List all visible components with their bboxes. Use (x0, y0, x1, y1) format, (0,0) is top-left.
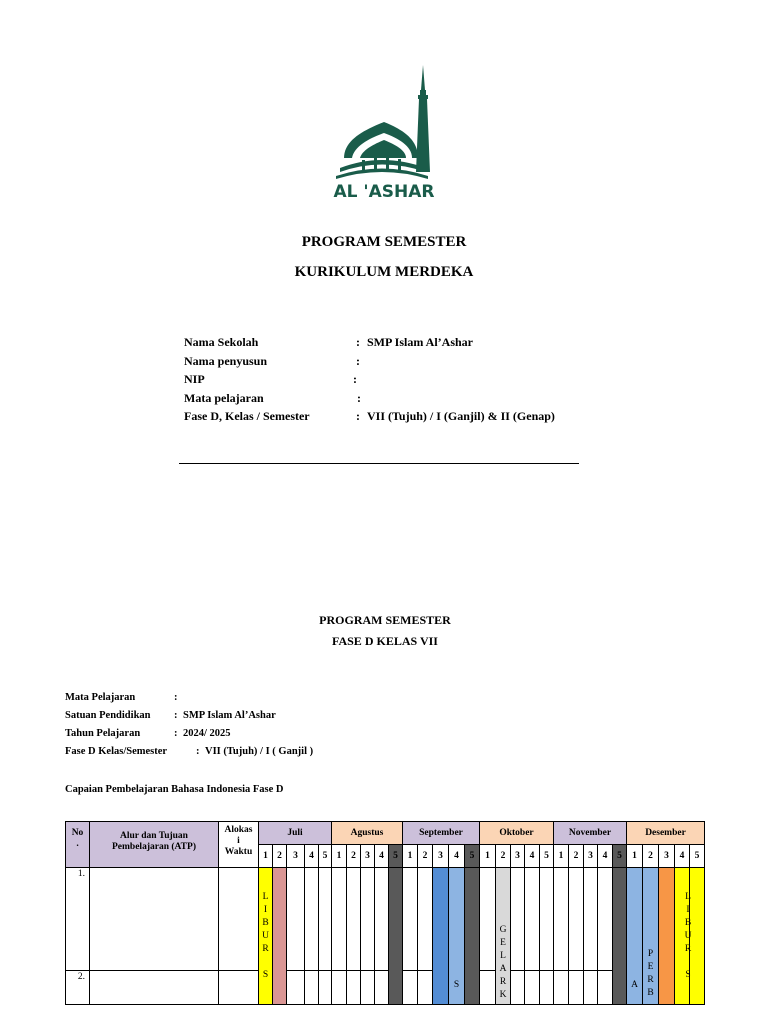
week-number: 4 (375, 845, 389, 868)
week-cell[interactable] (554, 868, 569, 971)
week-number: 2 (496, 845, 511, 868)
week-cell[interactable] (332, 971, 347, 1005)
table-row (66, 868, 705, 971)
week-number: 4 (525, 845, 540, 868)
orange-cell (659, 868, 675, 1005)
month-september: September (403, 822, 480, 845)
cover-title: PROGRAM SEMESTER (301, 234, 467, 250)
week-number: 3 (433, 845, 449, 868)
row-number: 1. (66, 868, 90, 971)
field-separator: : (356, 335, 360, 349)
week-cell[interactable] (511, 868, 525, 971)
field-label: Mata Pelajaran (65, 692, 136, 703)
des-perb-cell (643, 868, 659, 1005)
week-number: 5 (690, 845, 705, 868)
week-number: 2 (273, 845, 287, 868)
week-number: 4 (598, 845, 613, 868)
week-cell[interactable] (584, 868, 598, 971)
sept-s-label: S (453, 980, 460, 990)
week-cell[interactable] (361, 971, 375, 1005)
week-cell[interactable] (319, 971, 332, 1005)
schedule-table (65, 821, 705, 1005)
divider-line (179, 463, 579, 464)
week-number: 1 (627, 845, 643, 868)
week-cell[interactable] (584, 971, 598, 1005)
month-oktober: Oktober (480, 822, 554, 845)
week-number: 1 (332, 845, 347, 868)
week-cell[interactable] (403, 868, 418, 971)
week-number: 4 (449, 845, 465, 868)
mosque-logo-icon (322, 60, 446, 205)
week-number: 5 (540, 845, 554, 868)
month-desember: Desember (627, 822, 705, 845)
atp-cell[interactable] (90, 868, 219, 971)
field-value: SMP Islam Al’Ashar (183, 710, 276, 721)
field-value: VII (Tujuh) / I (Ganjil) & II (Genap) (367, 409, 555, 423)
week-number: 3 (659, 845, 675, 868)
week-number: 3 (287, 845, 305, 868)
field-separator: : (174, 692, 178, 703)
week-cell[interactable] (525, 868, 540, 971)
week-number: 5 (389, 845, 403, 868)
month-agustus: Agustus (332, 822, 403, 845)
header-alokasi-waktu: Alokas i Waktu (219, 822, 259, 868)
atp-cell[interactable] (90, 971, 219, 1005)
field-value: SMP Islam Al’Ashar (367, 335, 474, 349)
week-number: 3 (361, 845, 375, 868)
week-number: 5 (613, 845, 627, 868)
field-separator: : (174, 728, 178, 739)
table-header-row (66, 822, 705, 845)
field-label: Fase D Kelas/Semester (65, 746, 168, 757)
week-cell[interactable] (403, 971, 418, 1005)
field-label: Tahun Pelajaran (65, 728, 141, 739)
week-cell[interactable] (287, 868, 305, 971)
field-label: Nama Sekolah (184, 335, 259, 349)
logo-wordmark: AL 'ASHAR (333, 182, 435, 202)
libur-label: L I B U R S (262, 891, 269, 980)
field-label: NIP (184, 372, 205, 386)
week-number: 3 (511, 845, 525, 868)
cover-subtitle: KURIKULUM MERDEKA (294, 264, 474, 280)
des-a-label: A (631, 980, 638, 990)
week-cell[interactable] (375, 971, 389, 1005)
week-cell[interactable] (598, 868, 613, 971)
week-number: 3 (584, 845, 598, 868)
week-cell[interactable] (332, 868, 347, 971)
week-cell[interactable] (287, 971, 305, 1005)
week-number: 1 (403, 845, 418, 868)
capaian-heading: Capaian Pembelajaran Bahasa Indonesia Fase D (65, 784, 284, 795)
week-cell[interactable] (361, 868, 375, 971)
week-cell[interactable] (305, 868, 319, 971)
sept-s-cell (449, 868, 465, 1005)
field-separator: : (196, 746, 200, 757)
program-title: PROGRAM SEMESTER (319, 613, 451, 627)
week-number: 5 (319, 845, 332, 868)
field-value: 2024/ 2025 (183, 728, 231, 739)
table-row (66, 971, 705, 1005)
week-cell[interactable] (319, 868, 332, 971)
alokasi-cell[interactable] (219, 868, 259, 971)
gelar-karya-cell (496, 868, 511, 1005)
dark-cell (613, 868, 627, 1005)
field-label: Fase D, Kelas / Semester (184, 409, 310, 423)
field-label: Mata pelajaran (184, 390, 264, 405)
week-number: 5 (465, 845, 480, 868)
program-subtitle: FASE D KELAS VII (332, 634, 438, 648)
field-separator: : (357, 390, 361, 405)
week-number: 1 (554, 845, 569, 868)
field-label: Satuan Pendidikan (65, 710, 151, 721)
field-separator: : (353, 372, 357, 386)
week-number: 2 (569, 845, 584, 868)
month-november: November (554, 822, 627, 845)
libur-des-label: L I B U R S (684, 891, 692, 980)
al-ashar-logo (322, 60, 446, 205)
week-number: 2 (418, 845, 433, 868)
week-cell[interactable] (480, 971, 496, 1005)
week-number: 2 (347, 845, 361, 868)
blue-cell (433, 868, 449, 1005)
week-cell[interactable] (569, 971, 584, 1005)
week-cell[interactable] (347, 971, 361, 1005)
dark-cell (389, 868, 403, 1005)
week-cell[interactable] (418, 868, 433, 971)
week-number: 4 (675, 845, 690, 868)
week-cell[interactable] (569, 868, 584, 971)
des-a-cell (627, 868, 643, 1005)
des-perb-label: P E R B (647, 949, 654, 998)
field-separator: : (174, 710, 178, 721)
week-number: 2 (643, 845, 659, 868)
week-cell[interactable] (511, 971, 525, 1005)
week-cell[interactable] (540, 971, 554, 1005)
week-number: 4 (305, 845, 319, 868)
libur-juli-cell (259, 868, 273, 1005)
week-number: 1 (259, 845, 273, 868)
week-cell[interactable] (375, 868, 389, 971)
week-cell[interactable] (540, 868, 554, 971)
header-atp: Alur dan Tujuan Pembelajaran (ATP) (90, 822, 219, 868)
header-no: No . (66, 822, 90, 868)
pink-cell (273, 868, 287, 1005)
row-number: 2. (66, 971, 90, 1005)
week-cell[interactable] (418, 971, 433, 1005)
week-cell[interactable] (305, 971, 319, 1005)
field-value: VII (Tujuh) / I ( Ganjil ) (205, 746, 314, 757)
dark-cell (465, 868, 480, 1005)
week-cell[interactable] (480, 868, 496, 971)
week-cell[interactable] (598, 971, 613, 1005)
week-number: 1 (480, 845, 496, 868)
field-separator: : (356, 353, 360, 368)
field-label: Nama penyusun (184, 353, 268, 368)
field-separator: : (356, 409, 360, 423)
week-cell[interactable] (554, 971, 569, 1005)
week-cell[interactable] (347, 868, 361, 971)
libur-des-cell-2 (684, 868, 705, 1005)
alokasi-cell[interactable] (219, 971, 259, 1005)
week-cell[interactable] (525, 971, 540, 1005)
gelar-karya-label: G E L A R K (499, 925, 507, 1000)
month-juli: Juli (259, 822, 332, 845)
